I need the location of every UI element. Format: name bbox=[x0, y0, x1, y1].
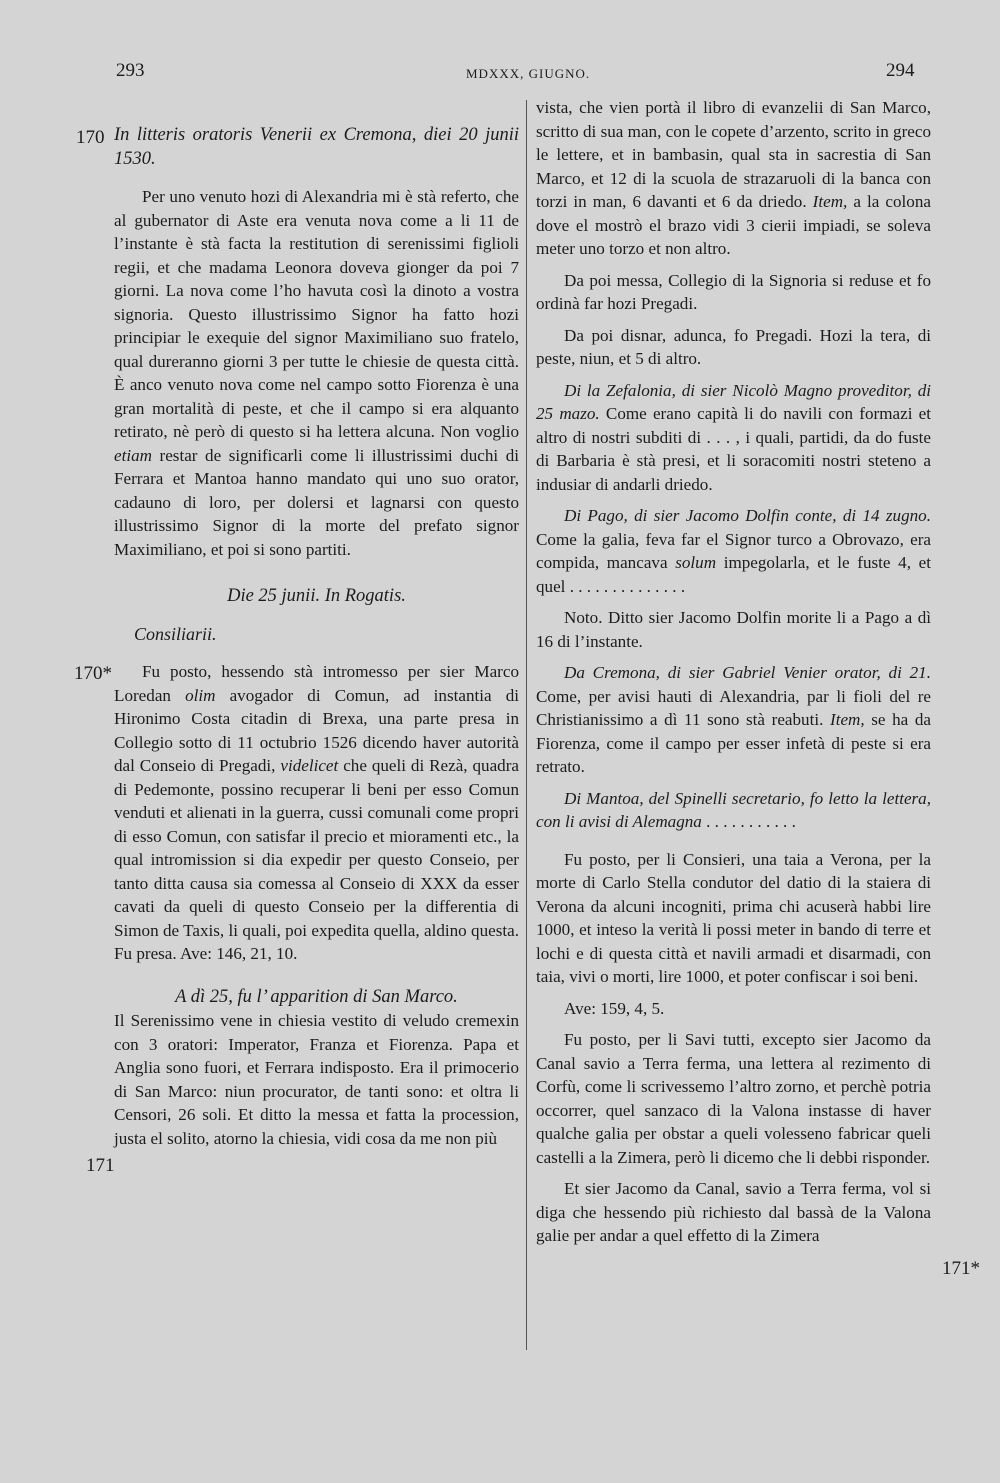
consiliarii-heading: Consiliarii. bbox=[134, 623, 217, 644]
paragraph-taia-verona: Fu posto, per li Consieri, una taia a Verona, per la morte di Carlo Stella condutor del datio di la staiera di Verona da alcuni incogniti, prima chi acuserà habbi lire 1000, et inteso la verità li possi meter in bando di terre et lochi e di questa città et navili armadi et disarmadi, con taia, vivi o morti, lire 1000, et poter confiscar i soi beni. bbox=[536, 849, 931, 986]
margin-number-170: 170 bbox=[76, 127, 105, 148]
paragraph-mantoa: Di Mantoa, del Spinelli secretario, fo letto la lettera, con li avisi di Alemagna . . . . . . . . . . . bbox=[536, 788, 931, 831]
paragraph-serenissimo: Il Serenissimo vene in chiesia vestito di veludo cremexin con 3 oratori: Imperator, Franza et Fiorenza. Papa et Anglia sono fuori, et Ferrara indisposto. Era il primocerio di San Marco: niun procurator, de tanti sono: et oltra li Censori, 26 soli. Et ditto la messa et fatta la procession, justa el solito, atorno la chiesia, vidi cosa da me non più bbox=[114, 1011, 519, 1148]
page-number-right: 294 bbox=[886, 60, 915, 81]
letter-heading-cremona: In litteris oratoris Venerii ex Cremona, diei 20 junii 1530. bbox=[114, 125, 519, 169]
session-heading: Die 25 junii. In Rogatis. bbox=[227, 586, 406, 606]
paragraph-zefalonia: Di la Zefalonia, di sier Nicolò Magno proveditor, di 25 mazo. Come erano capità li do navili con formazi et altro di nostri subditi di . . . , i quali, partidi, da do fuste di Barbaria è stà presi, et li soracomiti nostri steteno a indusiar di andarli driedo. bbox=[536, 380, 931, 494]
margin-number-171-star: 171* bbox=[942, 1258, 980, 1279]
paragraph-pregadi: Da poi disnar, adunca, fo Pregadi. Hozi la tera, di peste, niun, et 5 di altro. bbox=[536, 325, 931, 368]
paragraph-vote-count: Ave: 159, 4, 5. bbox=[564, 998, 665, 1018]
paragraph-savi: Fu posto, per li Savi tutti, excepto sier Jacomo da Canal savio a Terra ferma, una lettera al rezimento di Corfù, come li scrivessemo l’altro zorno, et perchè potria occorrer, quel sanzaco di la Valona instasse di haver qualche galia per obstar a queli volesseno fabricar queli castelli a la Zimera, però li dicemo che li debbi risponder. bbox=[536, 1030, 931, 1167]
running-title: MDXXX, GIUGNO. bbox=[466, 66, 591, 81]
paragraph-cremona: Da Cremona, di sier Gabriel Venier orator, di 21. Come, per avisi hauti di Alexandria, par li fioli del re Christianissimo a dì 11 sono stà reabuti. Item, se ha da Fiorenza, come il campo per esser infetà di peste si era retrato. bbox=[536, 663, 932, 776]
column-divider bbox=[526, 100, 527, 1350]
paragraph-pago: Di Pago, di sier Jacomo Dolfin conte, di 14 zugno. Come la galia, feva far el Signor turco a Obrovazo, era compida, mancava solum impegolarla, et le fuste 4, et quel . . . . . . . . . . . . . . bbox=[536, 506, 931, 596]
right-column bbox=[536, 96, 931, 1248]
paragraph-fu-posto-1: Fu posto, hessendo stà intromesso per sier Marco Loredan olim avogador di Comun, ad instantia di Hironimo Costa citadin di Brexa, una parte presa in Collegio sotto di 11 octubrio 1526 dicendo haver autorità dal Conseio di Pregadi, videlicet che queli di Rezà, quadra di Pedemonte, possino recuperar li beni per esso Comun venduti et alienati in la guerra, cussi comunali come propri di esso Comun, con satisfar il precio et mioramenti etc., la qual intromission si dia expedir per questo Conseio, per tanto ditta causa sia comessa al Conseio di XXX da esser cavati da queli di questo Conseio per la differentia di Simon de Taxis, li quali, poi expedita quella, aldino questa. Fu presa. Ave: 146, 21, 10. bbox=[114, 662, 519, 963]
page-number-left: 293 bbox=[116, 60, 145, 81]
paragraph-collegio: Da poi messa, Collegio di la Signoria si reduse et fo ordinà far hozi Pregadi. bbox=[536, 270, 931, 313]
apparition-heading: A dì 25, fu l’ apparition di San Marco. bbox=[175, 986, 458, 1007]
paragraph-letter-body: Per uno venuto hozi di Alexandria mi è stà referto, che al gubernator di Aste era venuta nova come a li 11 de l’instante è stà facta la restitution di serenissimi figlioli regii, et che madama Leonora doveva gionger da poi 7 giorni. La nova come l’ho havuta così la dinoto a vostra signoria. Questo illustrissimo Signor ha fatto hozi principiar le exequie del signor Maximiliano suo fratelo, qual dureranno giorni 3 per tutte le chiesie de questa città. È anco venuto nova come nel campo sotto Fiorenza è una gran mortalità di peste, et che il campo si era alquanto retirato, nè però di questo si ha lettera alcuna. Non voglio etiam restar de significarli come li illustrissimi duchi di Ferrara et Mantoa hanno mandato qui uno suo orator, cadauno di loro, per dolersi et lagnarsi con questo illustrissimo Signor di la morte del prefato signor Maximiliano, et poi si sono partiti. bbox=[114, 187, 519, 559]
margin-number-171: 171 bbox=[86, 1155, 115, 1176]
left-column bbox=[114, 96, 519, 1150]
paragraph-continuation: vista, che vien portà il libro di evanzelii di San Marco, scritto di sua man, con le copete d’arzento, scrito in greco le lettere, et in bambasin, qual sta in sacrestia di San Marco, et 12 di la scuola de strazaruoli di la banca con torzi in man, 6 davanti et 6 da driedo. Item, a la colona dove el mostrò el brazo vidi 3 cierii impiadi, se soleva meter uno torzo et non altro. bbox=[536, 98, 931, 258]
margin-number-170-star: 170* bbox=[74, 663, 112, 684]
paragraph-noto: Noto. Ditto sier Jacomo Dolfin morite li a Pago a dì 16 di l’instante. bbox=[536, 608, 931, 651]
paragraph-canal: Et sier Jacomo da Canal, savio a Terra ferma, vol si diga che hessendo più richiesto dal bassà de la Valona galie per andar a quel effetto di la Zimera bbox=[536, 1179, 931, 1245]
